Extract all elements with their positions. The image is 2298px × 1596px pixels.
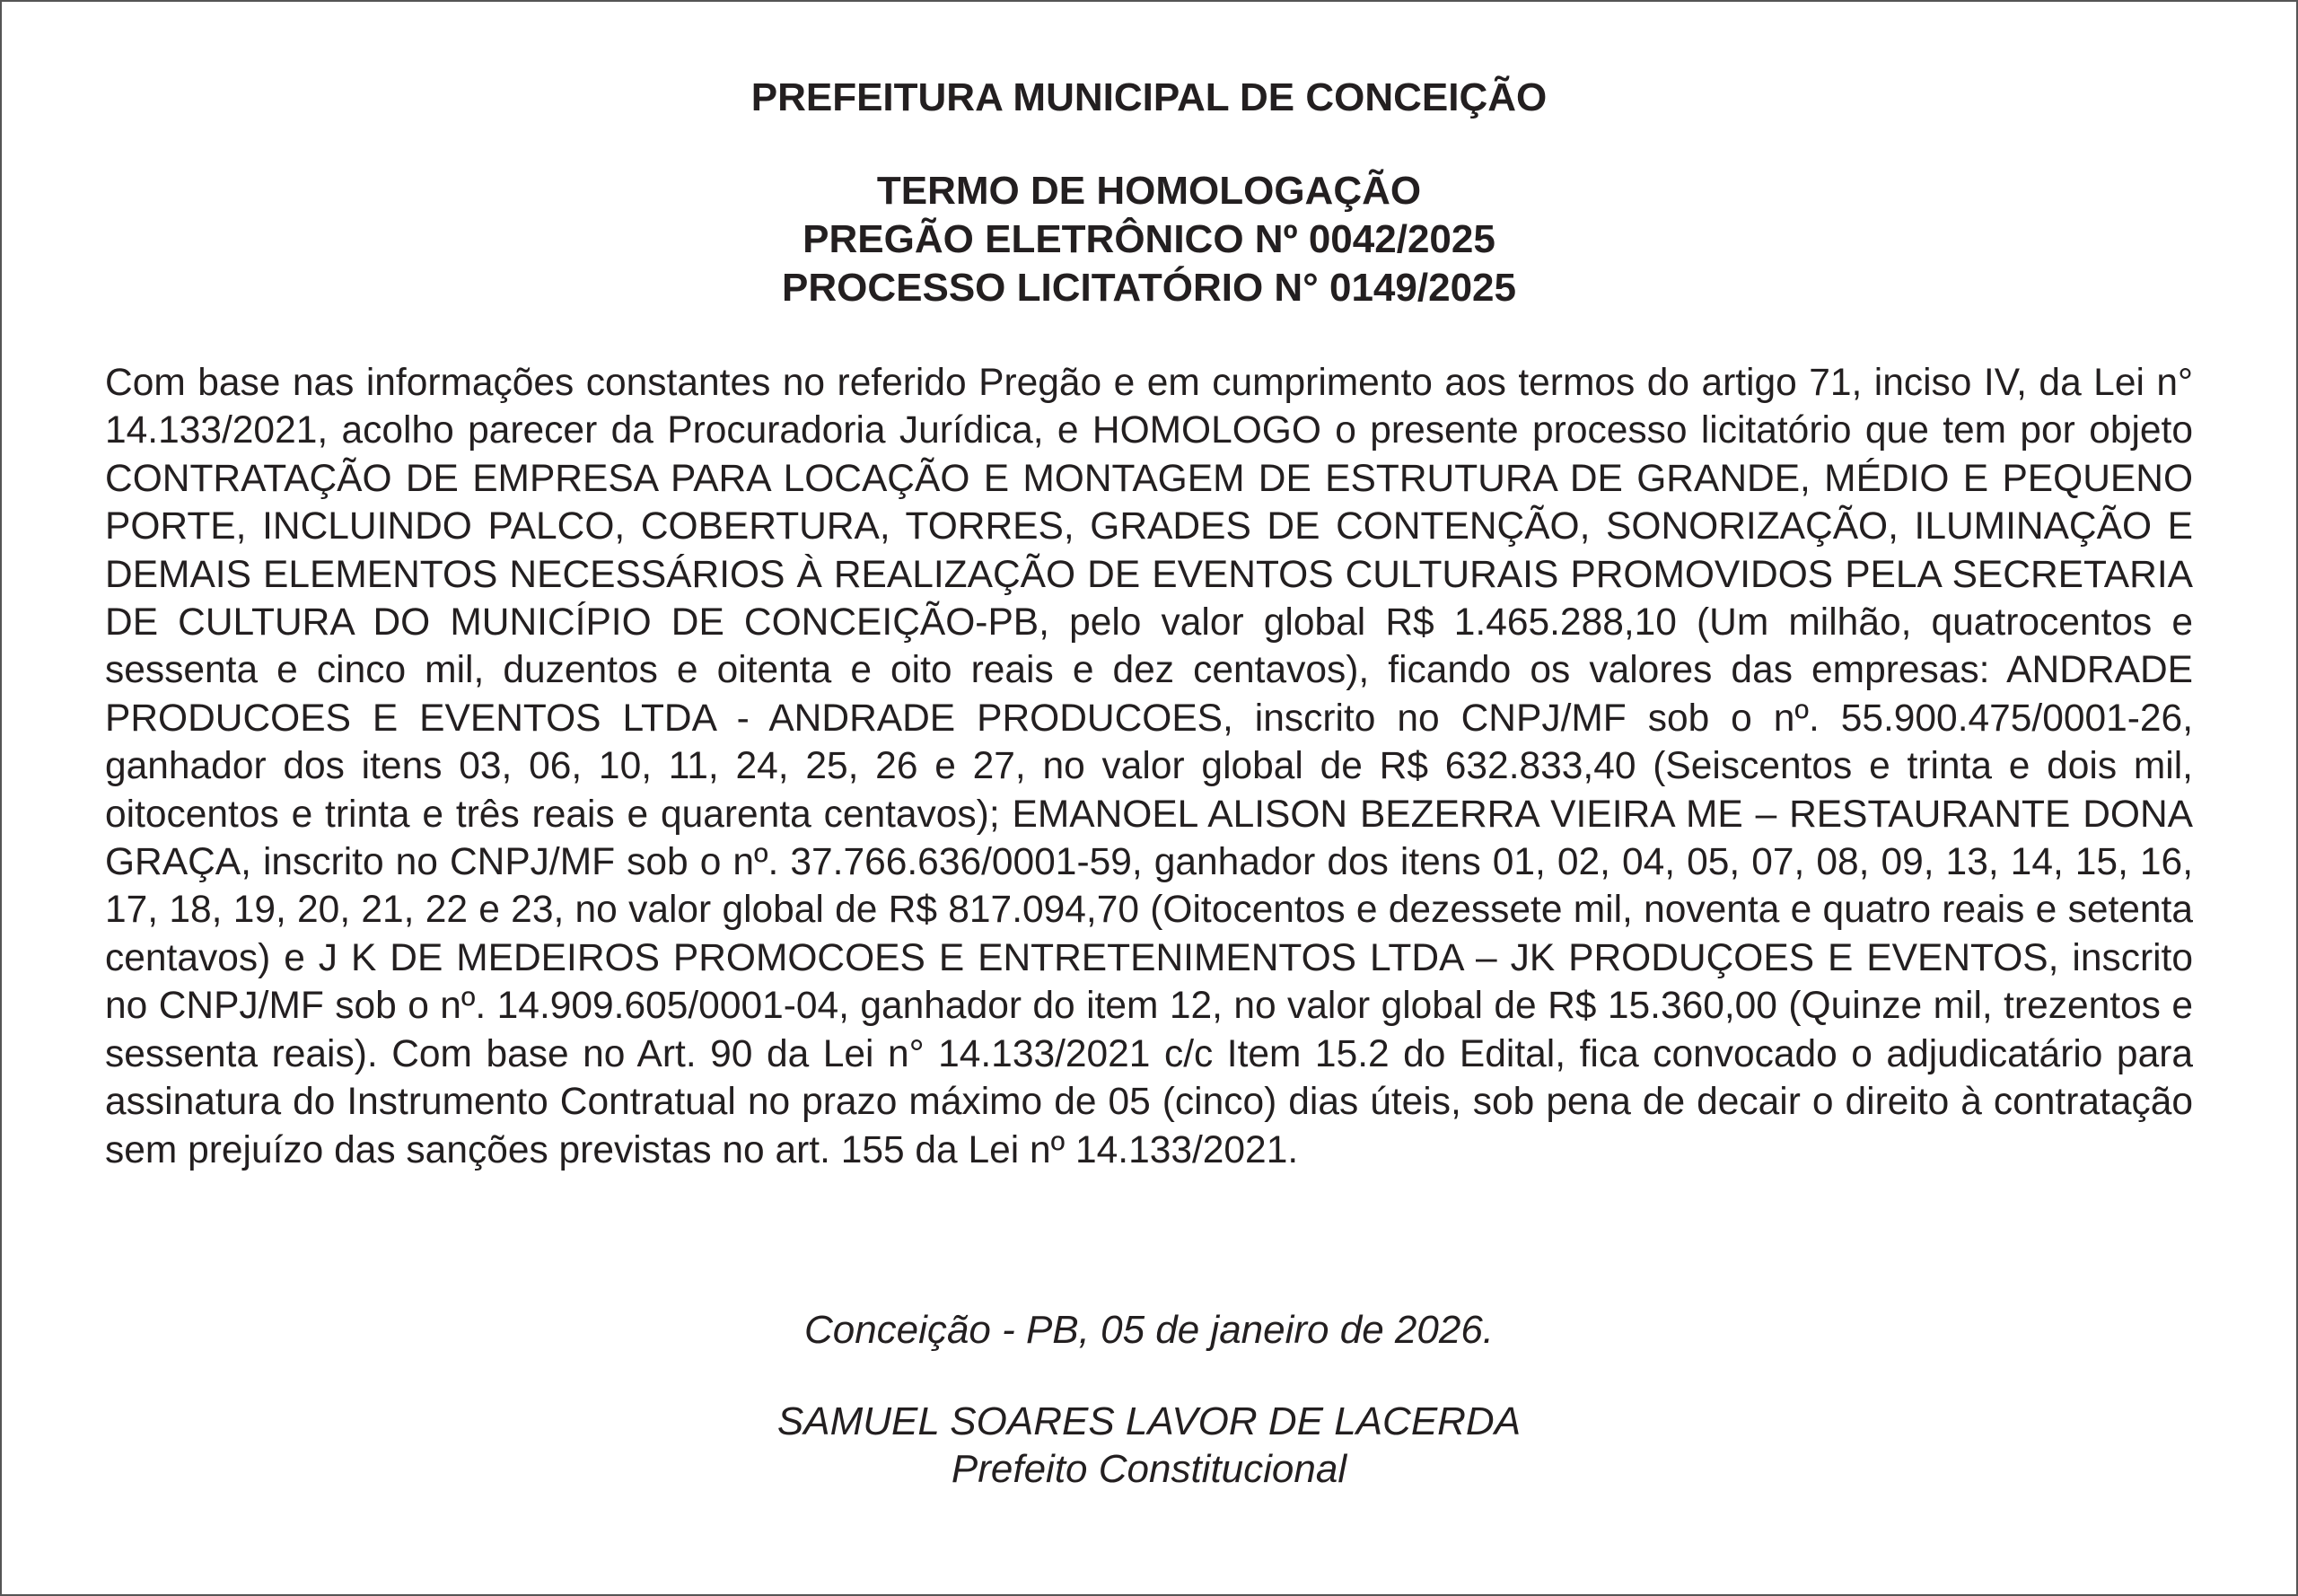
signature-block (0, 1398, 2298, 1493)
signer-title: Prefeito Constitucional (951, 1447, 1347, 1491)
processo-number: PROCESSO LICITATÓRIO N° 0149/2025 (782, 266, 1516, 310)
pregao-number: PREGÃO ELETRÔNICO Nº 0042/2025 (803, 217, 1495, 261)
document-title: TERMO DE HOMOLOGAÇÃO (876, 169, 1422, 213)
place-date: Conceição - PB, 05 de janeiro de 2026. (803, 1308, 1495, 1352)
signer-name: SAMUEL SOARES LAVOR DE LACERDA (776, 1399, 1522, 1443)
org-name: PREFEITURA MUNICIPAL DE CONCEIÇÃO (750, 75, 1548, 119)
body-paragraph: Com base nas informações constantes no referido Pregão e em cumprimento aos termos do artigo 71, inciso IV, da Lei n° 14.133/2021, acolho parecer da Procuradoria Jurídica, e HOMOLOGO o presente processo licitatório que tem por objeto CONTRATAÇÃO DE EMPRESA PARA LOCAÇÃO E MONTAGEM DE ESTRUTURA DE GRANDE, MÉDIO E PEQUENO PORTE, INCLUINDO PALCO, COBERTURA, TORRES, GRADES DE CONTENÇÃO, SONORIZAÇÃO, ILUMINAÇÃO E DEMAIS ELEMENTOS NECESSÁRIOS À REALIZAÇÃO DE EVENTOS CULTURAIS PROMOVIDOS PELA SECRETARIA DE CULTURA DO MUNICÍPIO DE CONCEIÇÃO-PB, pelo valor global R$ 1.465.288,10 (Um milhão, quatrocentos e sessenta e cinco mil, duzentos e oitenta e oito reais e dez centavos), ficando os valores das empresas: ANDRADE PRODUCOES E EVENTOS LTDA - ANDRADE PRODUCOES, inscrito no CNPJ/MF sob o nº. 55.900.475/0001-26, ganhador dos itens 03, 06, 10, 11, 24, 25, 26 e 27, no valor global de R$ 632.833,40 (Seiscentos e trinta e dois mil, oitocentos e trinta e três reais e quarenta centavos); EMANOEL ALISON BEZERRA VIEIRA ME – RESTAURANTE DONA GRAÇA, inscrito no CNPJ/MF sob o nº. 37.766.636/0001-59, ganhador dos itens 01, 02, 04, 05, 07, 08, 09, 13, 14, 15, 16, 17, 18, 19, 20, 21, 22 e 23, no valor global de R$ 817.094,70 (Oitocentos e dezessete mil, noventa e quatro reais e setenta centavos) e J K DE MEDEIROS PROMOCOES E ENTRETENIMENTOS LTDA – JK PRODUÇOES E EVENTOS, inscrito no CNPJ/MF sob o nº. 14.909.605/0001-04, ganhador do item 12, no valor global de R$ 15.360,00 (Quinze mil, trezentos e sessenta reais). Com base no Art. 90 da Lei n° 14.133/2021 c/c Item 15.2 do Edital, fica convocado o adjudicatário para assinatura do Instrumento Contratual no prazo máximo de 05 (cinco) dias úteis, sob pena de decair o direito à contratação sem prejuízo das sanções previstas no art. 155 da Lei nº 14.133/2021. (105, 362, 2193, 1171)
document-titles (0, 167, 2298, 312)
